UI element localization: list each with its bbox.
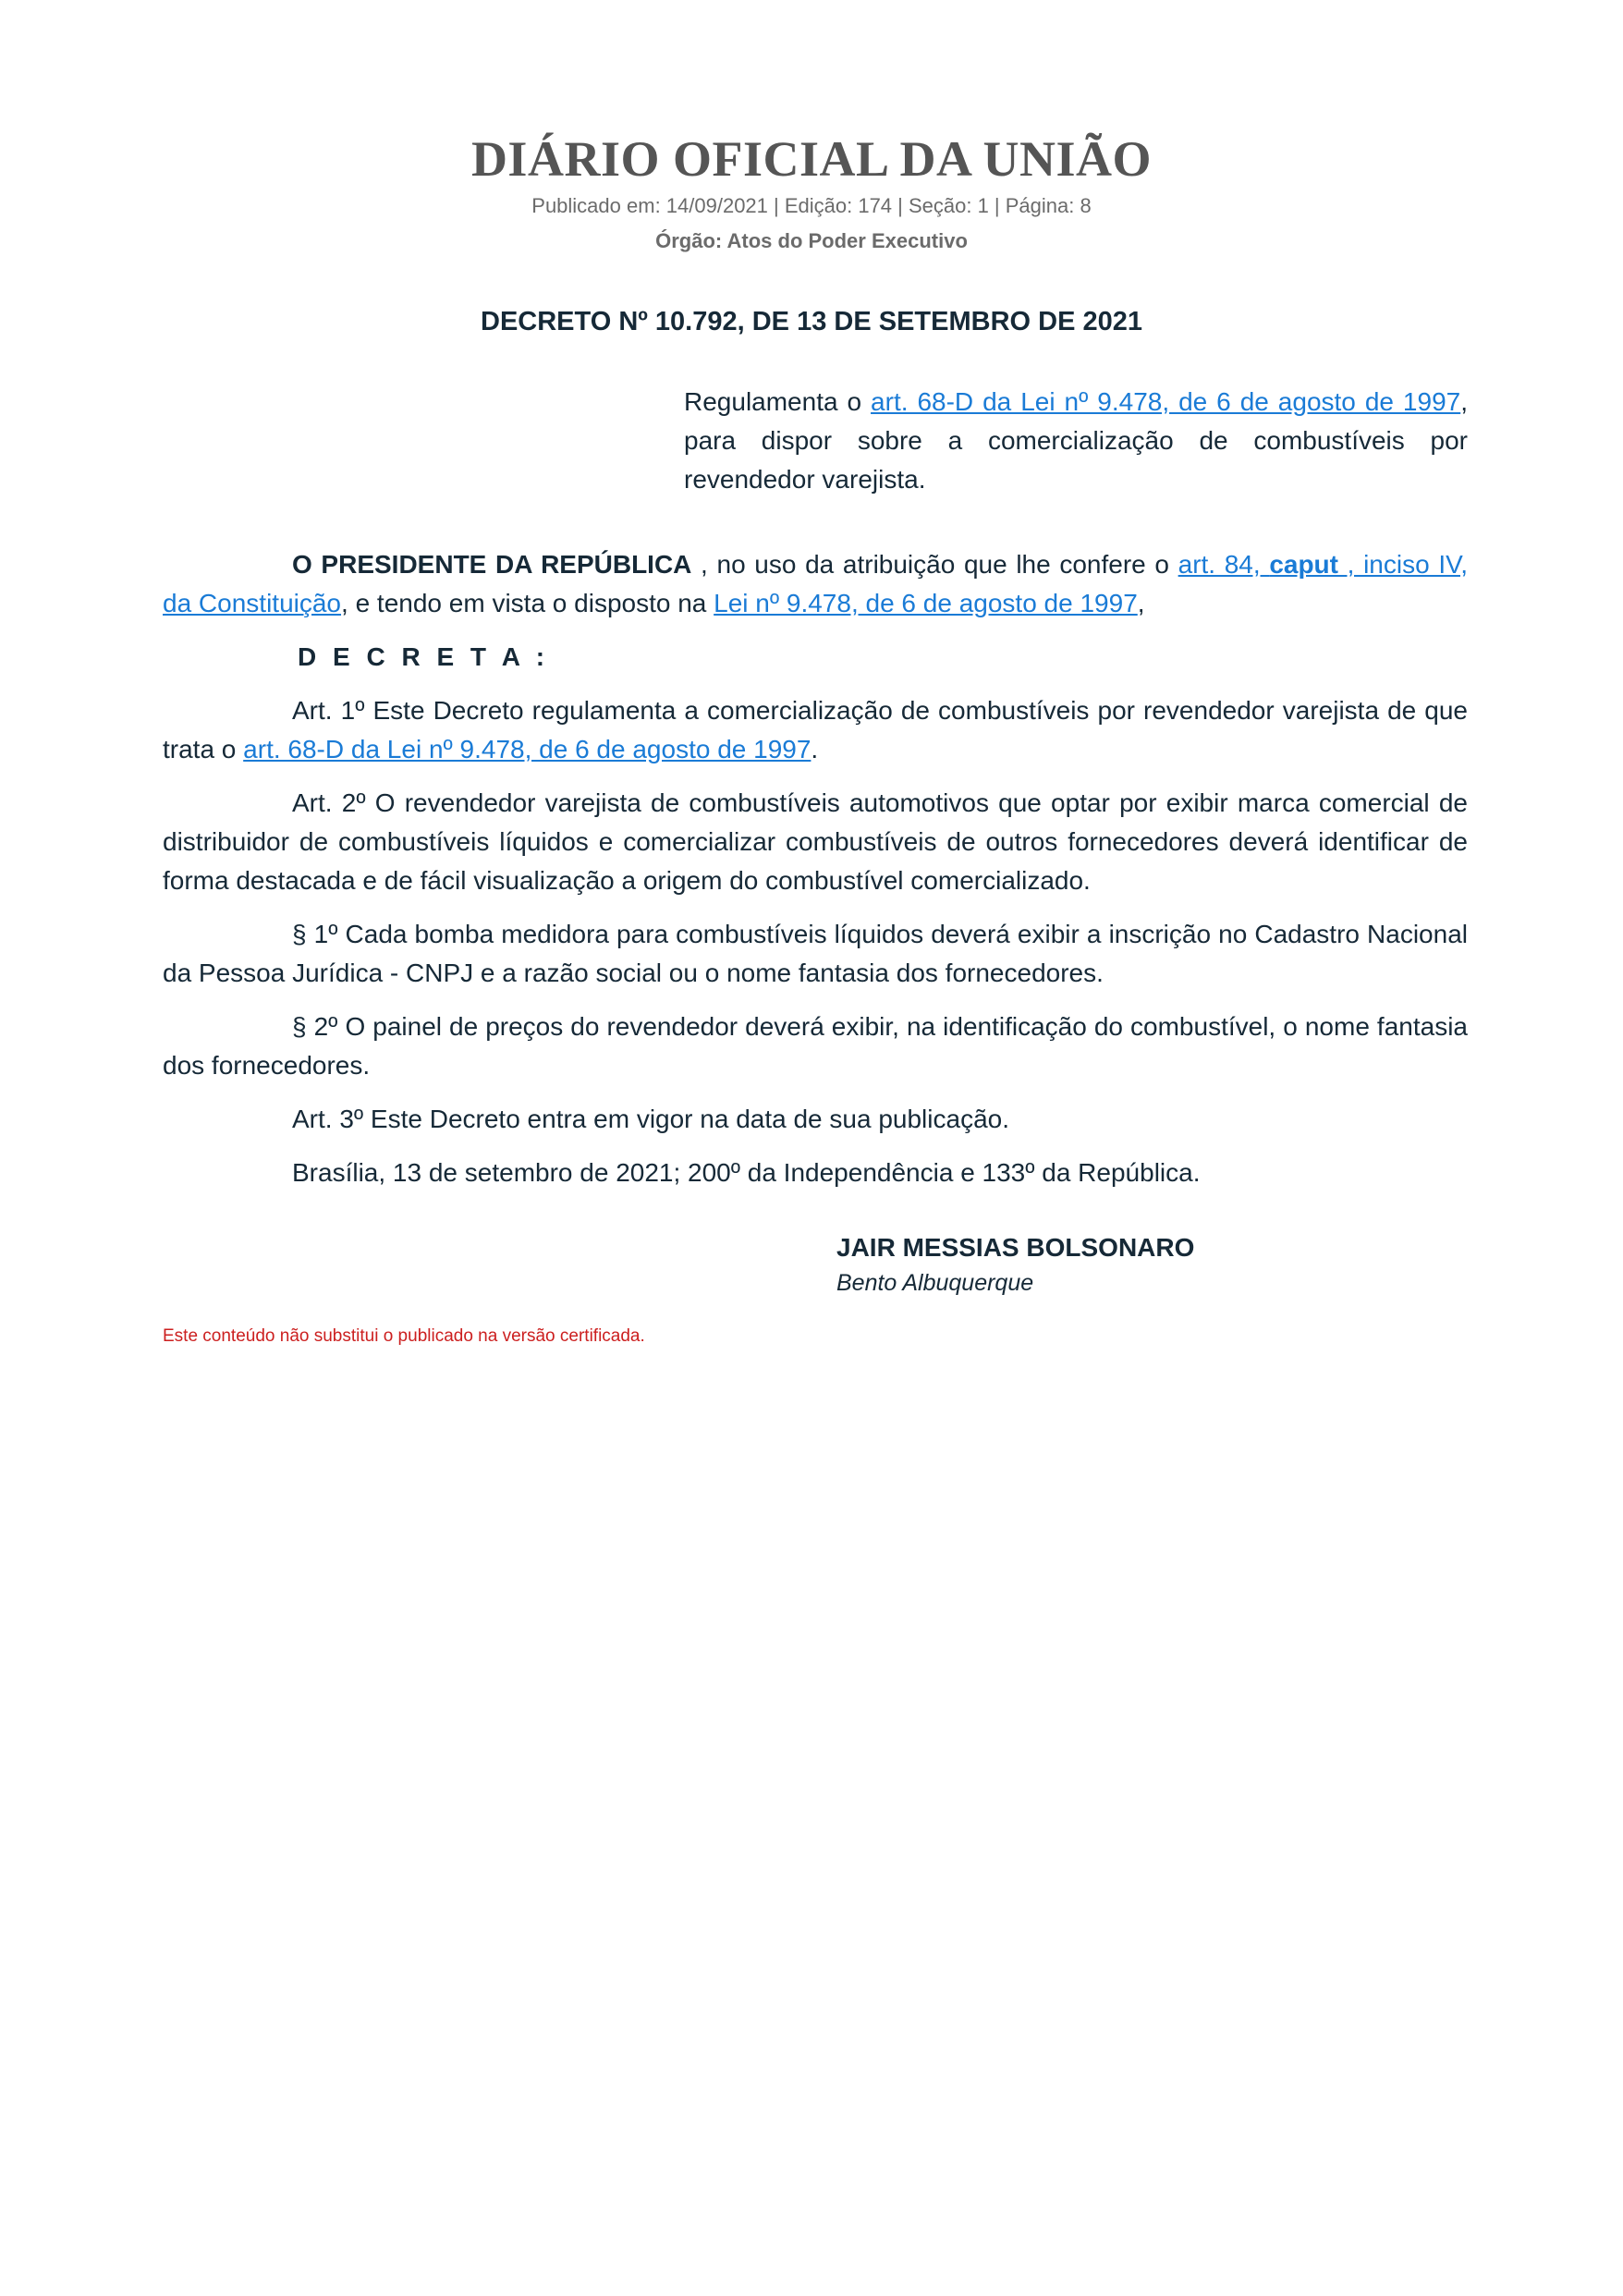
article-3: Art. 3º Este Decreto entra em vigor na data de sua publicação. bbox=[292, 1105, 1009, 1133]
ementa-law-link[interactable]: art. 68-D da Lei nº 9.478, de 6 de agosto de 1997 bbox=[871, 387, 1461, 416]
art84-link[interactable]: art. 84, bbox=[1178, 550, 1270, 579]
masthead: DIÁRIO OFICIAL DA UNIÃO bbox=[470, 131, 1153, 187]
paragraph-1: § 1º Cada bomba medidora para combustíveis líquidos deverá exibir a inscrição no Cadastro Nacional da Pessoa Jurídica - CNPJ e a razão social ou o nome fantasia dos fornecedores. bbox=[163, 920, 1468, 987]
publication-info: Publicado em: 14/09/2021 | Edição: 174 | Seção: 1 | Página: 8 bbox=[531, 194, 1092, 217]
preamble-text-3: , bbox=[1137, 589, 1145, 617]
ementa-text-post: , para dispor sobre a comercialização de combustíveis por revendedor varejista. bbox=[684, 387, 1468, 494]
signature-president: JAIR MESSIAS BOLSONARO bbox=[836, 1233, 1195, 1262]
decreta-heading: D E C R E T A : bbox=[298, 642, 550, 671]
preamble bbox=[163, 545, 1468, 623]
paragraph-2: § 2º O painel de preços do revendedor deverá exibir, na identificação do combustível, o nome fantasia dos fornecedores. bbox=[163, 1012, 1468, 1080]
constituicao-link[interactable]: , inciso IV, da Constituição bbox=[163, 550, 1468, 617]
article-1-law-link[interactable]: art. 68-D da Lei nº 9.478, de 6 de agosto de 1997 bbox=[243, 735, 812, 763]
lei-9478-link[interactable]: Lei nº 9.478, de 6 de agosto de 1997 bbox=[714, 589, 1138, 617]
caput-link[interactable]: caput bbox=[1269, 550, 1338, 579]
ementa bbox=[684, 383, 1468, 499]
article-1-text-pre: Art. 1º Este Decreto regulamenta a comercialização de combustíveis por revendedor varejista de que trata o bbox=[163, 696, 1468, 763]
article-1 bbox=[163, 691, 1468, 769]
issuing-body: Órgão: Atos do Poder Executivo bbox=[655, 229, 968, 252]
disclaimer: Este conteúdo não substitui o publicado na versão certificada. bbox=[163, 1326, 645, 1346]
decree-title: DECRETO Nº 10.792, DE 13 DE SETEMBRO DE 2021 bbox=[481, 307, 1142, 336]
preamble-text-1: , no uso da atribuição que lhe confere o bbox=[691, 550, 1178, 579]
article-2: Art. 2º O revendedor varejista de combustíveis automotivos que optar por exibir marca comercial de distribuidor de combustíveis líquidos e comercializar combustíveis de outros fornecedores deverá identificar de forma destacada e de fácil visualização a origem do combustível comercializado. bbox=[163, 788, 1468, 895]
decree-body bbox=[163, 545, 1468, 1207]
place-and-date: Brasília, 13 de setembro de 2021; 200º da Independência e 133º da República. bbox=[292, 1158, 1201, 1187]
ementa-text-pre: Regulamenta o bbox=[684, 387, 872, 416]
president-label: O PRESIDENTE DA REPÚBLICA bbox=[292, 550, 692, 579]
preamble-text-2: , e tendo em vista o disposto na bbox=[341, 589, 714, 617]
article-1-text-post: . bbox=[811, 735, 819, 763]
signature-minister: Bento Albuquerque bbox=[836, 1270, 1034, 1296]
